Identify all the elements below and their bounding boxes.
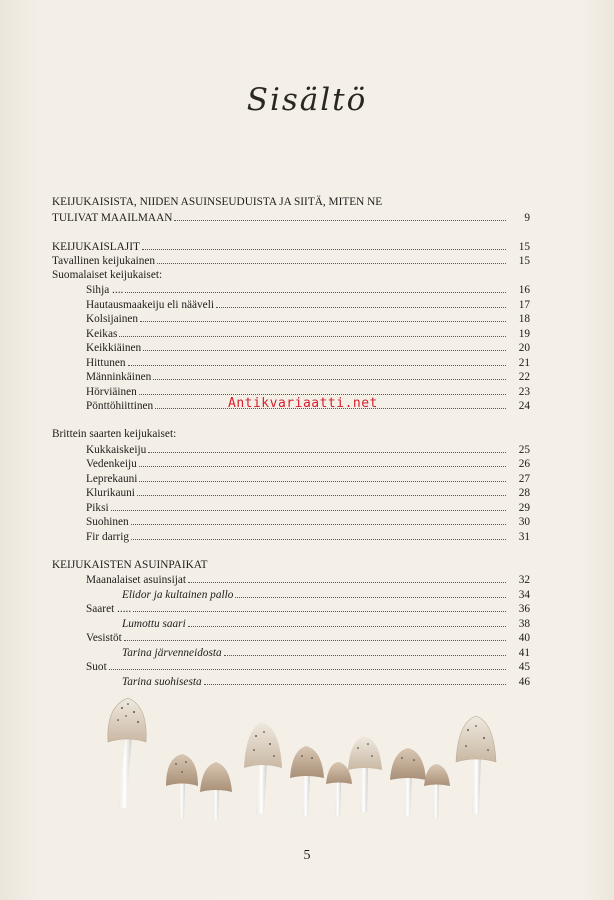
leader-dots xyxy=(142,239,506,250)
toc-entry xyxy=(52,326,530,341)
toc-page-number: 27 xyxy=(518,472,530,485)
leader-dots xyxy=(111,500,506,511)
leader-dots xyxy=(139,384,506,395)
toc-entry xyxy=(52,485,530,500)
leader-dots xyxy=(188,616,506,627)
leader-dots xyxy=(235,587,506,598)
toc-entry-label: Sihja .... xyxy=(86,284,124,296)
toc-page-number: 25 xyxy=(518,443,530,456)
toc-entry xyxy=(52,514,530,529)
toc-subheading-brittein: Brittein saarten keijukaiset: xyxy=(52,428,177,440)
toc-page-number: 18 xyxy=(518,313,530,325)
mushroom-6 xyxy=(326,762,352,816)
leader-dots xyxy=(131,514,506,525)
toc-intro-line1: KEIJUKAISISTA, NIIDEN ASUINSEUDUISTA JA SIITÄ, MITEN NE xyxy=(52,196,383,208)
leader-dots xyxy=(153,369,506,380)
leader-dots xyxy=(128,355,506,366)
mushroom-5 xyxy=(290,746,324,816)
toc-entry-label: Kukkaiskeiju xyxy=(86,443,147,456)
toc-page-number: 29 xyxy=(518,501,530,514)
toc-entry-label: Saaret ..... xyxy=(86,603,132,615)
toc-entry-story xyxy=(52,616,530,631)
mushroom-1 xyxy=(108,698,146,808)
toc-entry-label: Männinkäinen xyxy=(86,371,152,383)
toc-page-number: 19 xyxy=(518,327,530,340)
toc-entry-label: Vesistöt xyxy=(86,632,122,644)
toc-entry xyxy=(52,297,530,312)
toc-entry xyxy=(52,630,530,645)
toc-page-number: 31 xyxy=(518,530,530,543)
toc-page-number: 20 xyxy=(518,342,530,354)
toc-entry-label: Hautausmaakeiju eli nääveli xyxy=(86,298,214,311)
toc-entry xyxy=(52,456,530,471)
leader-dots xyxy=(143,340,506,351)
leader-dots xyxy=(216,297,506,308)
page-number: 5 xyxy=(303,848,311,863)
mushroom-2 xyxy=(166,754,198,818)
mushroom-4 xyxy=(244,722,282,814)
toc-page-number: 26 xyxy=(518,458,530,470)
toc-entry-label: Suot xyxy=(86,661,107,673)
toc-entry-label: Klurikauni xyxy=(86,487,135,499)
toc-entry xyxy=(52,572,530,587)
toc-entry-story xyxy=(52,587,530,602)
mushroom-illustration xyxy=(96,686,516,826)
toc-entry xyxy=(52,500,530,515)
toc-entry-label: Fir darrig xyxy=(86,530,129,543)
toc-entry-label: Tavallinen keijukainen xyxy=(52,255,156,267)
leader-dots xyxy=(174,210,506,221)
toc-entry-label: Kolsijainen xyxy=(86,313,139,325)
toc-entry-label: Suohinen xyxy=(86,516,129,528)
toc-page-number: 34 xyxy=(518,588,530,601)
leader-dots xyxy=(109,659,506,670)
toc-entry xyxy=(52,355,530,370)
page-title: Sisältö xyxy=(246,82,368,118)
toc-page-number: 36 xyxy=(518,603,530,615)
toc-entry-label: Vedenkeiju xyxy=(86,458,137,470)
toc-entry xyxy=(52,471,530,486)
toc-page-number: 15 xyxy=(518,255,530,267)
leader-dots xyxy=(139,471,506,482)
leader-dots xyxy=(139,456,506,467)
toc-page-number: 17 xyxy=(518,298,530,311)
leader-dots xyxy=(137,485,506,496)
toc-section-heading: KEIJUKAISLAJIT xyxy=(52,240,140,253)
leader-dots xyxy=(133,601,506,612)
toc-entry-label: Keikas xyxy=(86,327,118,340)
leader-dots xyxy=(188,572,506,583)
toc-entry-label: Lumottu saari xyxy=(122,617,186,630)
toc-entry xyxy=(52,311,530,326)
toc-page-number: 24 xyxy=(518,400,530,412)
watermark-text: Antikvariaatti.net xyxy=(228,396,378,411)
toc-entry-tavallinen xyxy=(52,253,530,268)
toc-intro-entry xyxy=(52,210,530,225)
toc-page-number: 41 xyxy=(518,646,530,659)
toc-page-number: 30 xyxy=(518,516,530,528)
toc-page-number: 28 xyxy=(518,487,530,499)
leader-dots xyxy=(124,630,506,641)
toc-entry-story xyxy=(52,645,530,660)
toc-entry xyxy=(52,442,530,457)
mushroom-10 xyxy=(456,716,496,814)
toc-entry-label: Tarina suohisesta xyxy=(122,675,202,688)
toc-page-number: 32 xyxy=(518,574,530,586)
toc-page-number: 40 xyxy=(518,632,530,644)
leader-dots xyxy=(131,529,506,540)
toc-entry xyxy=(52,601,530,616)
toc-page-number: 23 xyxy=(518,385,530,398)
toc-page-number: 46 xyxy=(518,675,530,688)
table-of-contents xyxy=(52,195,530,688)
leader-dots xyxy=(157,253,506,264)
toc-entry-label: Maanalaiset asuinsijat xyxy=(86,574,187,586)
toc-entry xyxy=(52,282,530,297)
leader-dots xyxy=(125,282,506,293)
toc-page-number: 9 xyxy=(524,211,530,224)
leader-dots xyxy=(204,674,506,685)
toc-entry-label: Hörviäinen xyxy=(86,385,137,398)
toc-heading-asuinpaikat: KEIJUKAISTEN ASUINPAIKAT xyxy=(52,558,208,571)
mushroom-9 xyxy=(424,764,450,818)
leader-dots xyxy=(224,645,506,656)
toc-entry-label: Piksi xyxy=(86,501,109,514)
mushroom-3 xyxy=(200,762,232,820)
toc-subheading-suomalaiset: Suomalaiset keijukaiset: xyxy=(52,268,163,281)
toc-entry xyxy=(52,529,530,544)
toc-page-number: 22 xyxy=(518,371,530,383)
leader-dots xyxy=(148,442,506,453)
toc-entry-label: Keikkiäinen xyxy=(86,342,142,354)
toc-entry-label: Tarina järvenneidosta xyxy=(122,646,222,659)
toc-entry-label: Leprekauni xyxy=(86,472,138,485)
toc-entry-label: Hittunen xyxy=(86,356,126,369)
mushroom-7 xyxy=(348,736,382,812)
leader-dots xyxy=(119,326,506,337)
leader-dots xyxy=(140,311,506,322)
toc-page-number: 38 xyxy=(518,617,530,630)
toc-entry xyxy=(52,369,530,384)
toc-intro-line2: TULIVAT MAAILMAAN xyxy=(52,211,173,224)
toc-heading-lajit xyxy=(52,239,530,254)
mushroom-8 xyxy=(390,748,426,816)
toc-entry-label: Elidor ja kultainen pallo xyxy=(122,588,234,601)
toc-page-number: 15 xyxy=(518,240,530,253)
toc-page-number: 45 xyxy=(518,661,530,673)
toc-entry xyxy=(52,340,530,355)
toc-page-number: 16 xyxy=(518,284,530,296)
toc-page-number: 21 xyxy=(518,356,530,369)
toc-entry xyxy=(52,659,530,674)
toc-entry-label: Pönttöhiittinen xyxy=(86,400,154,412)
